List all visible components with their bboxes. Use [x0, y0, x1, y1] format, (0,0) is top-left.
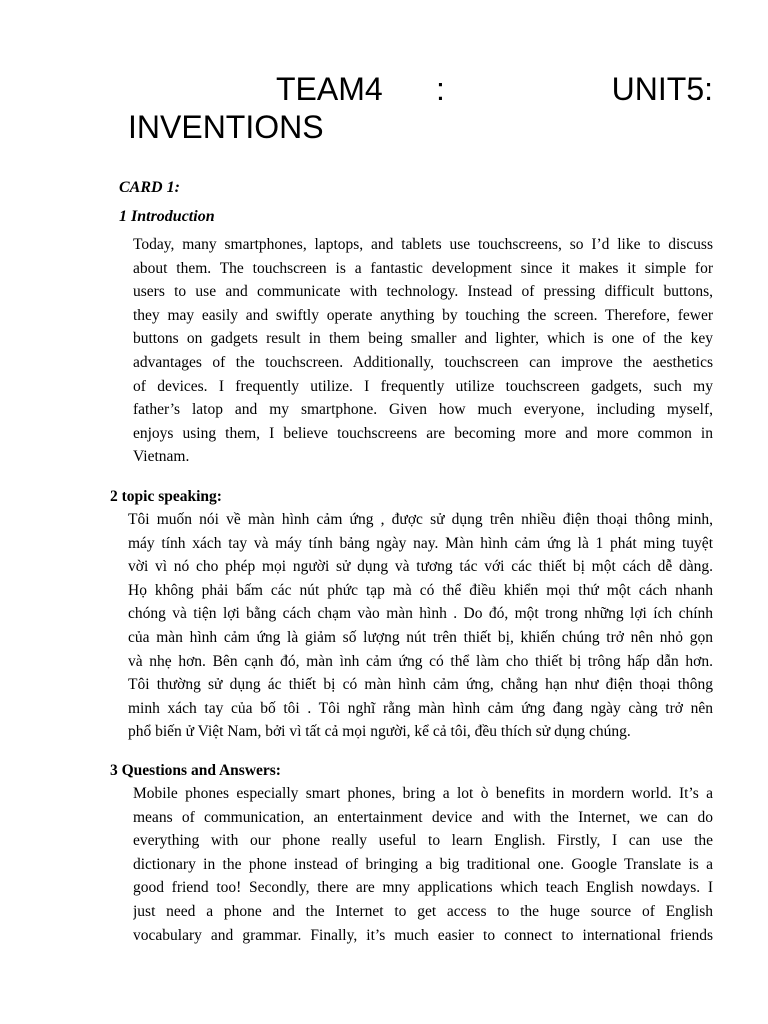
- text-line: minh xách tay của bố tôi . Tôi nghĩ rằng màn hình cảm ứng đang ngày càng trở nên: [128, 699, 713, 717]
- document-title: [128, 70, 713, 146]
- text-line: Today, many smartphones, laptops, and tablets use touchscreens, so I’d like to discuss: [133, 236, 713, 253]
- title-unit: UNIT5:: [611, 71, 713, 107]
- title-subject: INVENTIONS: [128, 109, 324, 145]
- text-line: buttons on gadgets result in them being smaller and lighter, which is one of the key: [133, 330, 713, 348]
- title-team: TEAM4: [276, 71, 383, 107]
- text-line: Vietnam.: [133, 448, 190, 466]
- paragraph-topic-speaking: [128, 508, 713, 744]
- section-heading-topic-speaking: 2 topic speaking:: [110, 488, 222, 505]
- text-line: means of communication, an entertainment device and with the Internet, we can do: [133, 808, 713, 826]
- section-heading-introduction: 1 Introduction: [119, 208, 215, 225]
- text-line: của màn hình cảm ứng là giảm số lượng nút trên thiết bị, khiến chúng trở nên nhỏ gọn: [128, 628, 713, 646]
- text-line: they may easily and swiftly operate anything by touching the screen. Therefore, fewer: [133, 306, 713, 324]
- text-line: advantages of the touchscreen. Additionally, touchscreen can improve the aesthetics: [133, 353, 713, 371]
- text-line: vocabulary and grammar. Finally, it’s much easier to connect to international friends: [133, 926, 713, 944]
- text-line: chóng và tiện lợi bằng cách chạm vào màn hình . Do đó, một trong những lợi ích chính: [128, 605, 713, 623]
- text-line: of devices. I frequently utilize. I frequently utilize touchscreen gadgets, such my: [133, 377, 713, 395]
- text-line: phổ biến ử Việt Nam, bởi vì tất cả mọi người, kể cả tôi, đều thích sử dụng chúng.: [128, 723, 631, 741]
- text-line: Họ không phải bấm các nút phức tạp mà có thể điều khiển mọi thứ một cách nhanh: [128, 581, 713, 599]
- text-line: good friend too! Secondly, there are mny applications which teach English nowdays. I: [133, 879, 713, 897]
- text-line: Tôi thường sử dụng ác thiết bị có màn hình cảm ứng, chẳng hạn như điện thoại thông: [128, 676, 713, 694]
- text-line: dictionary in the phone instead of bringing a big traditional one. Google Translate is a: [133, 855, 713, 873]
- text-line: just need a phone and the Internet to get access to the huge source of English: [133, 902, 713, 920]
- text-line: Mobile phones especially smart phones, bring a lot ò benefits in mordern world. It’s a: [133, 785, 713, 802]
- text-line: máy tính xách tay và máy tính bảng ngày nay. Màn hình cảm ứng là 1 phát ming tuyệt: [128, 534, 713, 552]
- text-line: father’s latop and my smartphone. Given how much everyone, including myself,: [133, 401, 713, 419]
- title-row: [128, 70, 713, 108]
- section-heading-questions-answers: 3 Questions and Answers:: [110, 762, 281, 779]
- card-label: CARD 1:: [119, 179, 180, 196]
- text-line: Tôi muốn nói về màn hình cảm ứng , được sử dụng trên nhiều điện thoại thông minh,: [128, 511, 713, 528]
- text-line: everything with our phone really useful to learn English. Firstly, I can use the: [133, 832, 713, 850]
- text-line: about them. The touchscreen is a fantastic development since it makes it simple for: [133, 259, 713, 277]
- text-line: và nhẹ hơn. Bên cạnh đó, màn ình cảm ứng có thể làm cho thiết bị trông hấp dẫn hơn.: [128, 652, 713, 670]
- text-line: users to use and communicate with technology. Instead of pressing difficult buttons,: [133, 283, 713, 301]
- text-line: enjoys using them, I believe touchscreens are becoming more and more common in: [133, 424, 713, 442]
- text-line: vời vì nó cho phép mọi người sử dụng và tương tác với các thiết bị một cách dễ dàng.: [128, 558, 713, 576]
- title-colon: :: [436, 71, 445, 107]
- paragraph-introduction: [133, 233, 713, 469]
- paragraph-questions-answers: [133, 782, 713, 947]
